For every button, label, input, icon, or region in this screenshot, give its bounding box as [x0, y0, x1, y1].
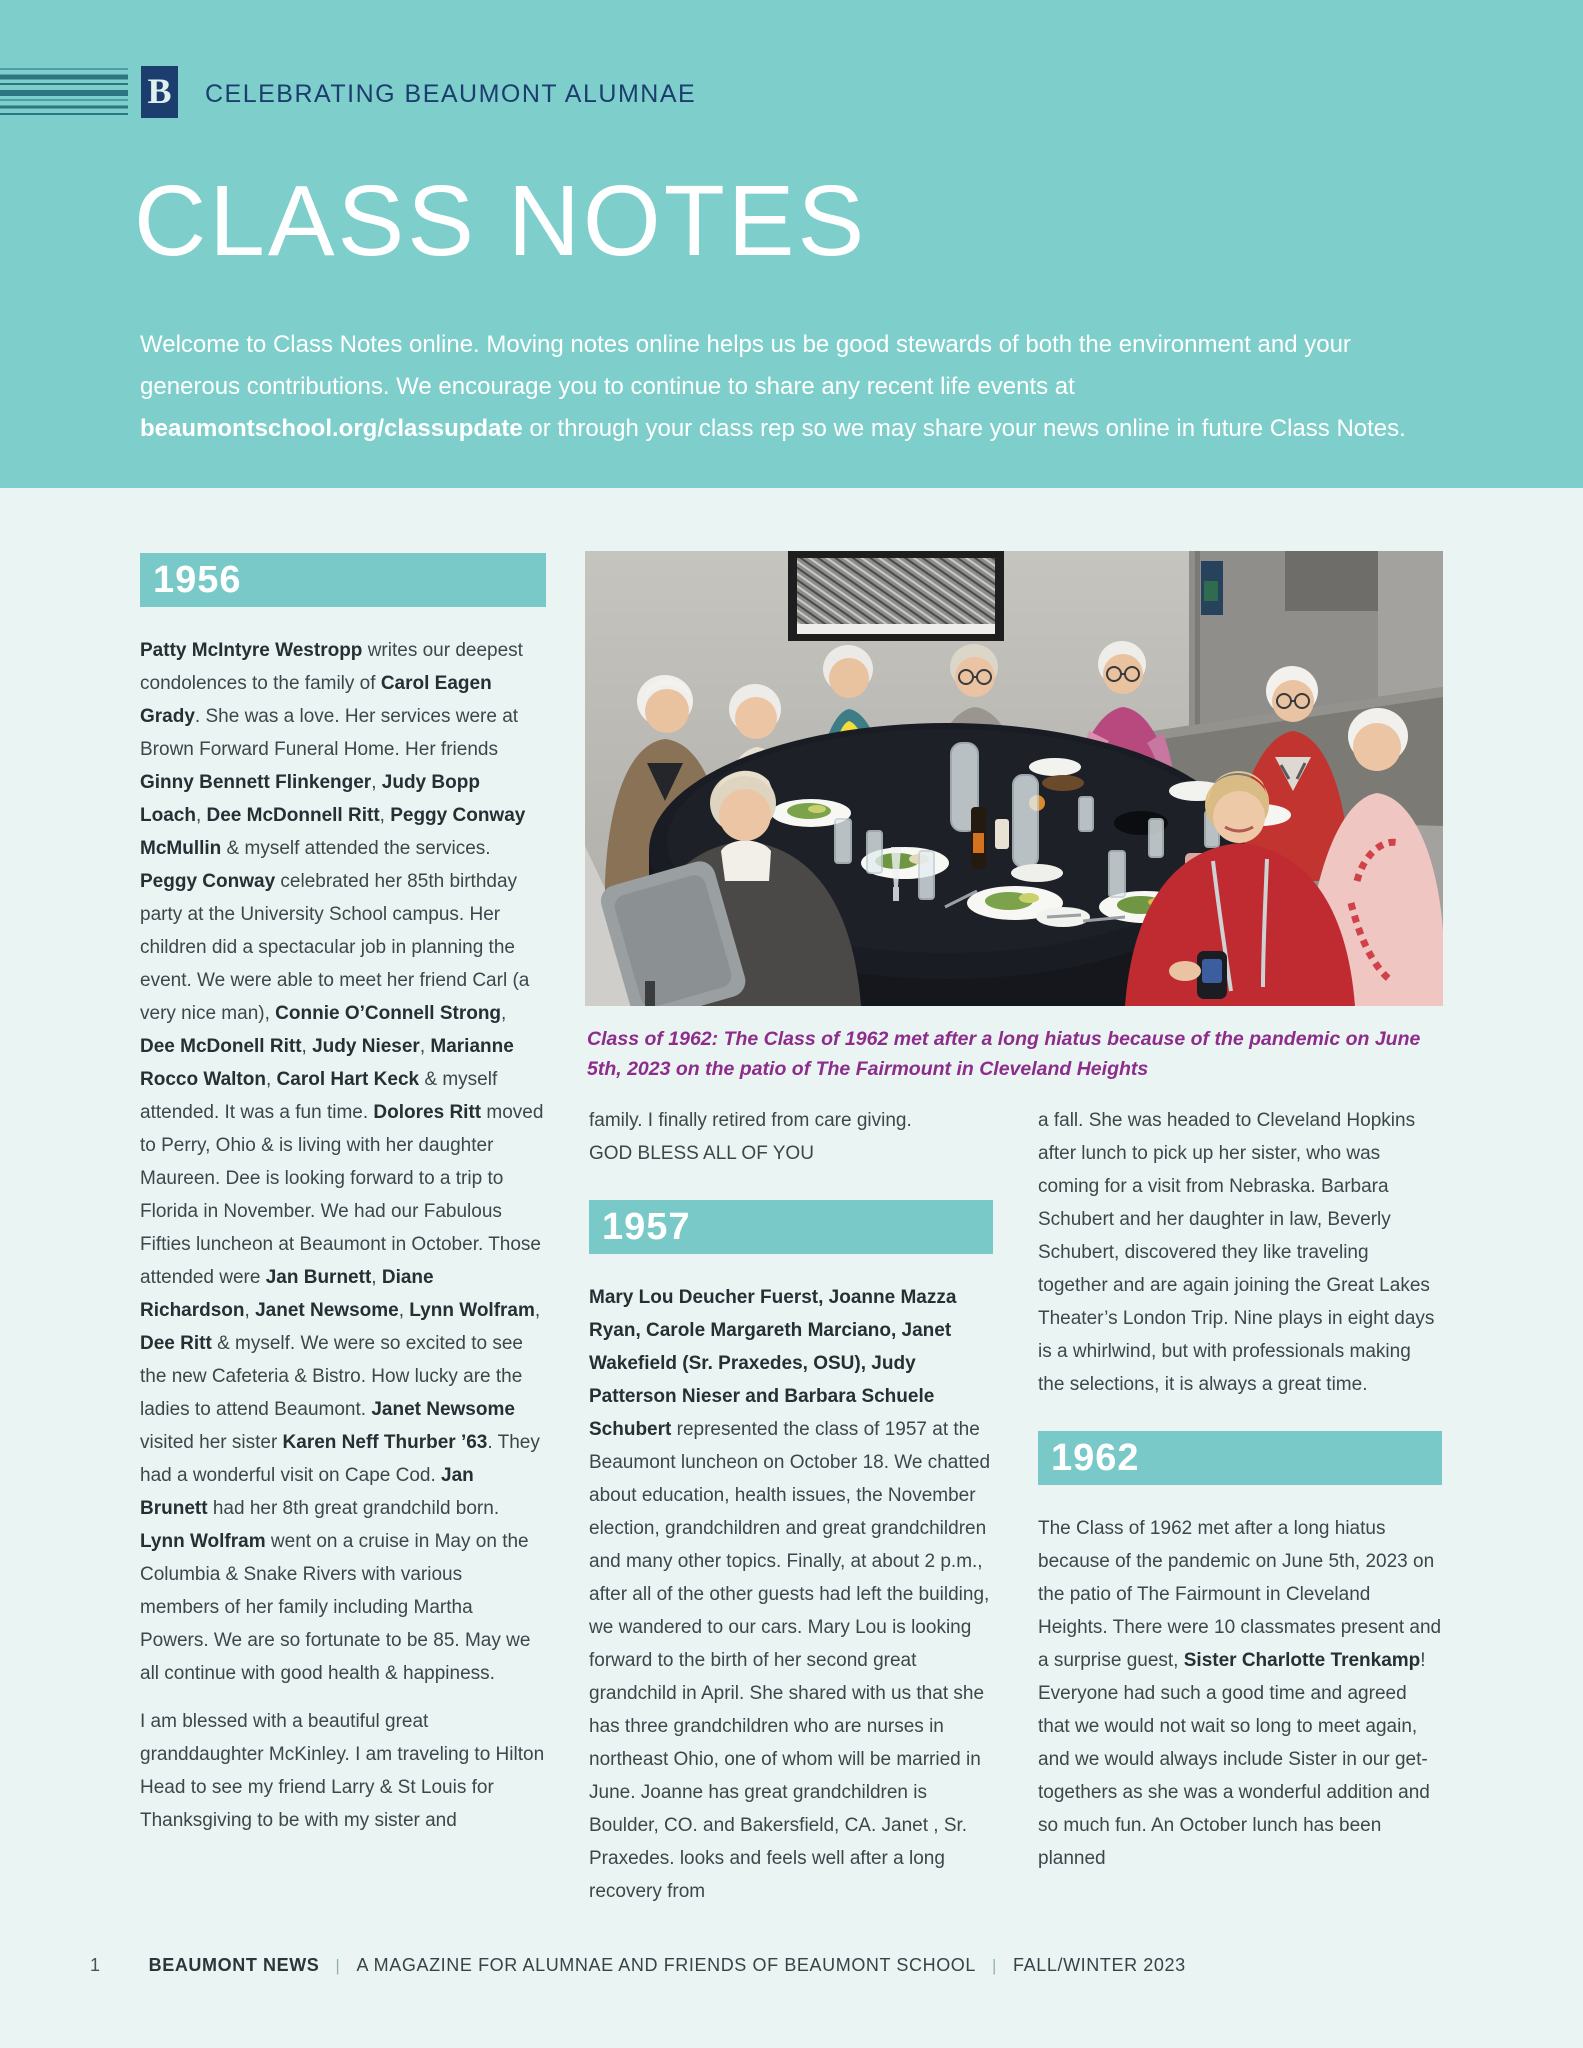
alumna-name: Judy Bopp Loach	[140, 772, 480, 826]
footer-divider-icon: |	[335, 1956, 341, 1975]
framed-artwork	[788, 551, 1004, 641]
class-note-paragraph: Mary Lou Deucher Fuerst, Joanne Mazza Ryan, Carole Margareth Marciano, Janet Wakefield (Sr. Praxedes, OSU), Judy Patterson Nieser and Barbara Schuele Schubert represented the class of 1957 at the Beaumont luncheon on October 18. We chatted about education, health issues, the November election, grandchildren and great grandchildren and many other topics. Finally, at about 2 p.m., after all of the other guests had left the building, we wandered to our cars. Mary Lou is looking forward to the birth of her second great grandchild in April. She shared with us that she has three grandchildren who are nurses in northeast Ohio, one of whom will be married in June. Joanne has great grandchildren is Boulder, CO. and Bakersfield, CA. Janet , Sr. Praxedes. looks and feels well after a long recovery from	[589, 1287, 991, 1902]
alumna-name: Lynn Wolfram	[140, 1531, 266, 1552]
alumna-name: Janet Newsome	[371, 1399, 515, 1420]
alumna-name: Dee McDonell Ritt	[140, 1036, 302, 1057]
alumna-name: Dolores Ritt	[373, 1102, 482, 1123]
alumna-name: Carol Hart Keck	[276, 1069, 420, 1090]
eyebrow-title: CELEBRATING BEAUMONT ALUMNAE	[205, 80, 697, 108]
column-1956	[140, 553, 546, 1852]
alumna-name: Jan Burnett	[265, 1267, 372, 1288]
alumna-name: Connie O’Connell Strong	[275, 1003, 502, 1024]
header-band	[0, 0, 1583, 488]
alumna-name: Patty McIntyre Westropp	[140, 640, 363, 661]
brand-stripes-icon	[0, 66, 128, 118]
alumna-name: Ginny Bennett Flinkenger	[140, 772, 372, 793]
issue-label: FALL/WINTER 2023	[1013, 1955, 1186, 1975]
alumna-name: Marianne Rocco Walton	[140, 1036, 514, 1090]
footer-divider-icon: |	[992, 1956, 998, 1975]
alumna-name: Dee Ritt	[140, 1333, 212, 1354]
class-note-paragraph: I am blessed with a beautiful great granddaughter McKinley. I am traveling to Hilton Head to see my friend Larry & St Louis for Thanksgiving to be with my sister and	[140, 1711, 545, 1831]
class-note-paragraph: a fall. She was headed to Cleveland Hopkins after lunch to pick up her sister, who was coming for a visit from Nebraska. Barbara Schubert and her daughter in law, Beverly Schubert, discovered they like traveling together and are again joining the Great Lakes Theater’s London Trip. Nine plays in eight days is a whirlwind, but with professionals making the selections, it is always a great time.	[1038, 1110, 1435, 1395]
logo-letter-b: B	[147, 71, 172, 111]
alumna-name: Peggy Conway	[140, 871, 276, 892]
alumna-name: Judy Nieser	[312, 1036, 420, 1057]
alumna-name: Karen Neff Thurber ’63	[282, 1432, 488, 1453]
class-note-paragraph: Patty McIntyre Westropp writes our deepest condolences to the family of Carol Eagen Grady. She was a love. Her services were at Brown Forward Funeral Home. Her friends Ginny Bennett Flinkenger, Judy Bopp Loach, Dee McDonnell Ritt, Peggy Conway McMullin & myself attended the services. Peggy Conway celebrated her 85th birthday party at the University School campus. Her children did a spectacular job in planning the event. We were able to meet her friend Carl (a very nice man), Connie O’Connell Strong, Dee McDonell Ritt, Judy Nieser, Marianne Rocco Walton, Carol Hart Keck & myself attended. It was a fun time. Dolores Ritt moved to Perry, Ohio & is living with her daughter Maureen. Dee is looking forward to a trip to Florida in November. We had our Fabulous Fifties luncheon at Beaumont in October. Those attended were Jan Burnett, Diane Richardson, Janet Newsome, Lynn Wolfram, Dee Ritt & myself. We were so excited to see the new Cafeteria & Bistro. How lucky are the ladies to attend Beaumont. Janet Newsome visited her sister Karen Neff Thurber ’63. They had a wonderful visit on Cape Cod. Jan Brunett had her 8th great grandchild born. Lynn Wolfram went on a cruise in May on the Columbia & Snake Rivers with various members of her family including Martha Powers. We are so fortunate to be 85. May we all continue with good health & happiness.	[140, 640, 544, 1684]
alumna-name: Jan Brunett	[140, 1465, 474, 1519]
section-header-1957: 1957	[589, 1200, 993, 1254]
beaumont-logo	[141, 66, 178, 118]
footer	[90, 1955, 1186, 1976]
page-number: 1	[90, 1955, 101, 1975]
section-header-1956: 1956	[140, 553, 546, 607]
class-note-paragraph: family. I finally retired from care giving. GOD BLESS ALL OF YOU	[589, 1110, 912, 1164]
classupdate-link[interactable]: beaumontschool.org/classupdate	[140, 415, 523, 442]
intro-paragraph: Welcome to Class Notes online. Moving notes online helps us be good stewards of both the environment and your generous contributions. We encourage you to continue to share any recent life events at beaumontschool.org/classupdate or through your class rep so we may share your news online in future Class Notes.	[140, 331, 1406, 442]
alumna-name: Mary Lou Deucher Fuerst, Joanne Mazza Ryan, Carole Margareth Marciano, Janet Wakefield (Sr. Praxedes, OSU), Judy Patterson Nieser and Barbara Schuele Schubert	[589, 1287, 957, 1440]
column-1957	[589, 1104, 993, 1923]
alumna-name: Janet Newsome	[255, 1300, 399, 1321]
class-note-paragraph: The Class of 1962 met after a long hiatus because of the pandemic on June 5th, 2023 on the patio of The Fairmount in Cleveland Heights. There were 10 classmates present and a surprise guest, Sister Charlotte Trenkamp! Everyone had such a good time and agreed that we would not wait so long to meet again, and we would always include Sister in our get-togethers as she was a wonderful addition and so much fun. An October lunch has been planned	[1038, 1518, 1442, 1869]
section-header-1962: 1962	[1038, 1431, 1442, 1485]
alumna-name: Peggy Conway McMullin	[140, 805, 526, 859]
alumna-name: Dee McDonnell Ritt	[206, 805, 380, 826]
column-1962	[1038, 1104, 1442, 1890]
alumna-name: Sister Charlotte Trenkamp	[1183, 1650, 1421, 1671]
class-of-1962-photo	[585, 551, 1443, 1006]
alumna-name: Carol Eagen Grady	[140, 673, 492, 727]
page-title: CLASS NOTES	[134, 165, 868, 277]
magazine-tagline: A MAGAZINE FOR ALUMNAE AND FRIENDS OF BEAUMONT SCHOOL	[356, 1955, 977, 1975]
photo-caption: Class of 1962: The Class of 1962 met after a long hiatus because of the pandemic on June 5th, 2023 on the patio of The Fairmount in Cleveland Heights	[587, 1028, 1421, 1080]
magazine-name: BEAUMONT NEWS	[148, 1955, 320, 1975]
alumna-name: Diane Richardson	[140, 1267, 434, 1321]
alumna-name: Lynn Wolfram	[409, 1300, 535, 1321]
